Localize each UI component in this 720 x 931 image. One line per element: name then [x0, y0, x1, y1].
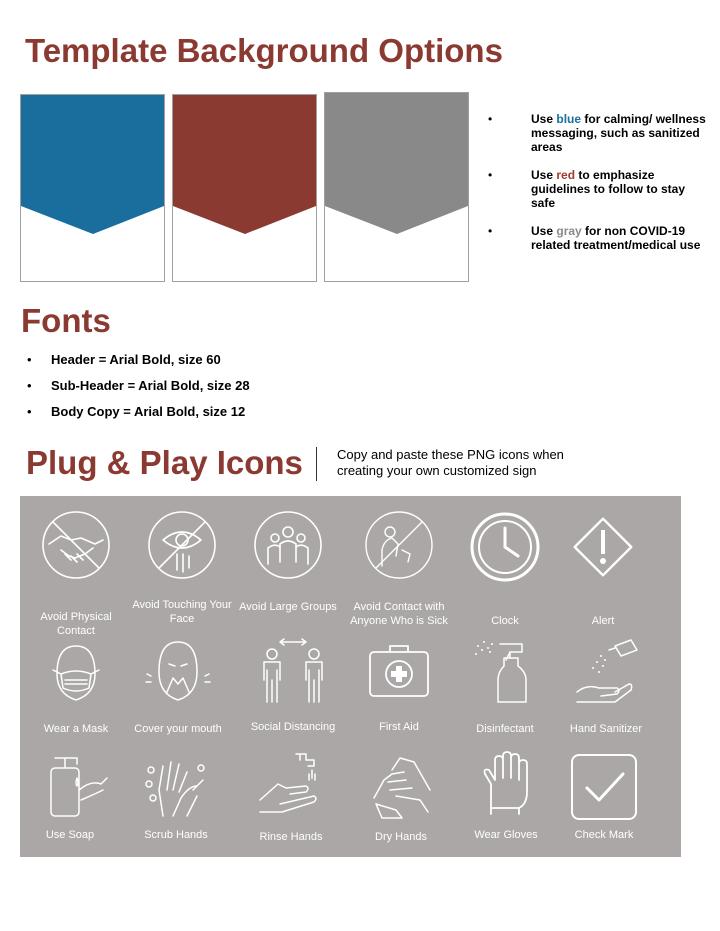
- icons-instructions: Copy and paste these PNG icons when creating your own customized sign: [337, 447, 564, 478]
- hand-sanitizer-icon: [571, 636, 641, 706]
- icon-label: Avoid Large Groups: [239, 601, 337, 613]
- icon-label: Dry Hands: [375, 831, 427, 843]
- icon-panel: [20, 496, 681, 857]
- first-aid-icon: [364, 636, 434, 706]
- gray-template-swatch: [324, 92, 469, 282]
- icon-label: Avoid Touching Your Face: [132, 599, 232, 625]
- icon-label: Rinse Hands: [259, 831, 323, 843]
- icon-label: Cover your mouth: [134, 723, 222, 735]
- icon-label: Disinfectant: [476, 723, 534, 735]
- no-handshake-icon: [41, 510, 111, 580]
- icon-label: Avoid Contact with Anyone Who is Sick: [350, 601, 448, 627]
- rinse-hands-icon: [256, 750, 326, 820]
- fonts-list: [27, 352, 250, 430]
- icon-label: Wear Gloves: [474, 829, 538, 841]
- alert-icon: [568, 512, 638, 582]
- scrub-hands-icon: [141, 750, 211, 820]
- icon-label: Hand Sanitizer: [569, 723, 643, 735]
- check-mark-icon: [569, 752, 639, 822]
- icon-label: Wear a Mask: [43, 723, 109, 735]
- icon-label: Avoid Physical Contact: [40, 611, 112, 637]
- glove-icon: [471, 750, 541, 820]
- font-item-body: • Body Copy = Arial Bold, size 12: [27, 404, 250, 430]
- red-template-swatch: [172, 94, 317, 282]
- no-face-touching-icon: [147, 510, 217, 580]
- gray-usage-bullet: • Use gray for non COVID-19 related treatment/medical use: [486, 224, 711, 252]
- section-title-templates: Template Background Options: [25, 32, 503, 69]
- no-groups-icon: [253, 510, 323, 580]
- cough-icon: [143, 636, 213, 706]
- mask-icon: [41, 636, 111, 706]
- icon-label: Social Distancing: [250, 721, 336, 733]
- icon-label: Check Mark: [574, 829, 634, 841]
- section-title-icons: Plug & Play Icons: [26, 444, 303, 481]
- dry-hands-icon: [366, 750, 436, 820]
- icon-label: Use Soap: [45, 829, 95, 841]
- blue-template-swatch: [20, 94, 165, 282]
- social-distancing-icon: [258, 636, 328, 706]
- spray-bottle-icon: [470, 636, 540, 706]
- template-usage-list: [486, 112, 711, 266]
- icon-label: First Aid: [379, 721, 419, 733]
- icon-label: Alert: [591, 615, 615, 627]
- section-title-fonts: Fonts: [21, 302, 111, 339]
- red-usage-bullet: • Use red to emphasize guidelines to follow to stay safe: [486, 168, 711, 210]
- icon-label: Scrub Hands: [144, 829, 208, 841]
- clock-icon: [470, 512, 540, 582]
- font-item-header: • Header = Arial Bold, size 60: [27, 352, 250, 378]
- blue-usage-bullet: • Use blue for calming/ wellness messaging, such as sanitized areas: [486, 112, 711, 154]
- soap-icon: [41, 750, 111, 820]
- no-sick-contact-icon: [364, 510, 434, 580]
- font-item-subheader: • Sub-Header = Arial Bold, size 28: [27, 378, 250, 404]
- title-divider: [316, 447, 317, 481]
- icon-label: Clock: [491, 615, 519, 627]
